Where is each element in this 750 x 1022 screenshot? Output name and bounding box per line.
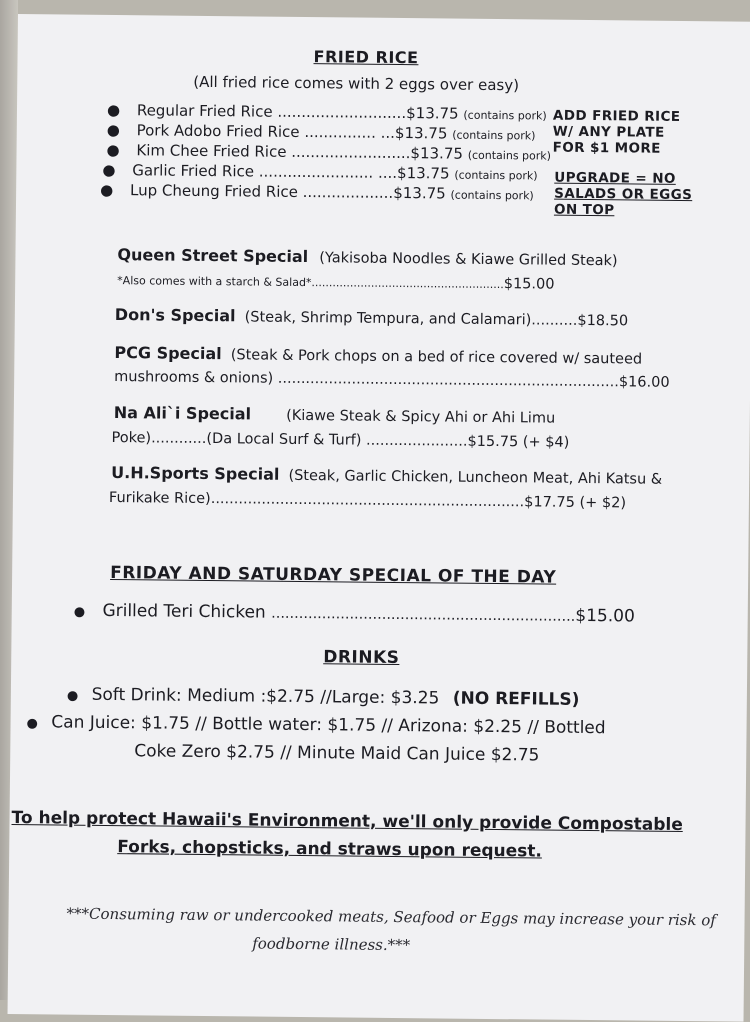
drinks-line-3: Coke Zero $2.75 // Minute Maid Can Juice $2.75 [134,741,540,766]
item-name: Garlic Fried Rice [132,161,255,181]
environment-notice-line-1: To help protect Hawaii's Environment, we'll only provide Compostable [11,807,683,836]
list-item [107,101,547,124]
drinks-line-1 [67,685,580,710]
special-desc: (Steak, Shrimp Tempura, and Calamari).......... [244,309,578,329]
no-refills-label: (NO REFILLS) [452,688,580,710]
special-queen-street-line2 [117,269,555,293]
special-note: *Also comes with a starch & Salad*....................................................... [117,274,504,292]
food-safety-disclaimer-line-2: foodborne illness.*** [252,934,411,955]
bullet-icon: ● [100,180,114,200]
note-line: FOR $1 MORE [552,139,661,157]
note-line: ADD FRIED RICE [552,107,681,125]
special-price: $17.75 (+ $2) [524,494,627,512]
special-queen-street [117,245,617,269]
item-price: $15.00 [575,605,635,627]
leader-dots: .................................................................. [271,605,576,625]
special-desc-cont: mushrooms & onions) .......................................................................... [114,369,619,391]
item-note: (contains pork) [467,148,552,163]
environment-notice-line-2: Forks, chopsticks, and straws upon request. [117,837,543,862]
special-title: PCG Special [114,343,222,364]
special-desc-cont: Furikake Rice).................................................................... [108,489,525,511]
special-desc: (Kiawe Steak & Spicy Ahi or Ahi Limu [286,407,556,427]
weekend-special-item [74,601,635,627]
item-note: (contains pork) [452,128,536,143]
special-uh-sports-line2 [109,487,626,511]
fried-rice-subtitle: (All fried rice comes with 2 eggs over easy) [193,72,520,95]
item-name: Lup Cheung Fried Rice [129,181,298,201]
item-name: Grilled Teri Chicken [102,600,266,623]
list-item [107,121,536,143]
leader-dots: ........................ .... [258,162,398,182]
item-price: $13.75 [410,144,464,163]
special-desc: (Steak & Pork chops on a bed of rice covered w/ sauteed [230,347,643,368]
bullet-icon: ● [102,160,116,180]
special-title: U.H.Sports Special [111,463,280,484]
leader-dots: ............... ... [304,123,396,142]
special-na-alii [114,403,556,427]
note-line: SALADS OR EGGS [554,185,693,204]
bullet-icon: ● [73,604,86,620]
item-price: $13.75 [394,123,448,143]
bullet-icon: ● [26,716,38,732]
drinks-line-2 [26,712,605,738]
weekend-special-title: FRIDAY AND SATURDAY SPECIAL OF THE DAY [110,562,557,588]
item-price: $13.75 [393,183,446,203]
special-price: $18.50 [577,312,629,330]
drinks-others: Can Juice: $1.75 // Bottle water: $1.75 // Arizona: $2.25 // Bottled [51,712,606,739]
special-desc: (Yakisoba Noodles & Kiawe Grilled Steak) [319,250,618,270]
leader-dots: ......................... [291,142,411,163]
special-title: Don's Special [114,305,236,326]
note-line: UPGRADE = NO [554,169,676,187]
item-price: $13.75 [396,163,450,183]
drinks-title: DRINKS [323,647,400,669]
upgrade-note [554,170,693,219]
food-safety-disclaimer-line-1: ***Consuming raw or undercooked meats, Seafood or Eggs may increase your risk of [66,904,716,930]
menu-sheet [8,14,750,1022]
note-line: W/ ANY PLATE [552,123,665,141]
item-note: (contains pork) [450,188,534,203]
special-desc: (Steak, Garlic Chicken, Luncheon Meat, Ahi Katsu & [288,467,663,488]
bullet-icon: ● [66,688,79,704]
special-price: $16.00 [618,374,670,391]
special-desc-cont: Poke)............(Da Local Surf & Turf) ...................... [111,430,468,450]
special-na-alii-line2 [111,427,569,451]
item-note: (contains pork) [463,108,547,123]
item-name: Regular Fried Rice [136,101,273,121]
leader-dots: ........................... [277,102,407,123]
special-uh-sports [111,463,662,488]
list-item [100,181,534,204]
item-price: $13.75 [406,104,459,123]
special-price: $15.75 (+ $4) [467,433,570,451]
special-title: Na Ali`i Special [113,403,252,424]
bullet-icon: ● [106,120,120,140]
special-pcg-line2 [114,366,670,391]
add-fried-rice-note [553,108,681,157]
fried-rice-title: FRIED RICE [313,47,419,68]
item-name: Pork Adobo Fried Rice [136,121,300,141]
item-note: (contains pork) [454,168,538,183]
special-price: $15.00 [503,276,555,293]
leader-dots: ................... [302,182,394,202]
special-title: Queen Street Special [117,245,309,267]
special-dons [115,305,628,329]
note-line: ON TOP [553,201,615,219]
list-item [102,161,537,184]
bullet-icon: ● [106,100,121,120]
list-item [106,141,551,164]
drinks-soft: Soft Drink: Medium :$2.75 //Large: $3.25 [91,684,440,709]
special-pcg [114,343,642,368]
bullet-icon: ● [106,140,120,160]
item-name: Kim Chee Fried Rice [136,141,287,161]
